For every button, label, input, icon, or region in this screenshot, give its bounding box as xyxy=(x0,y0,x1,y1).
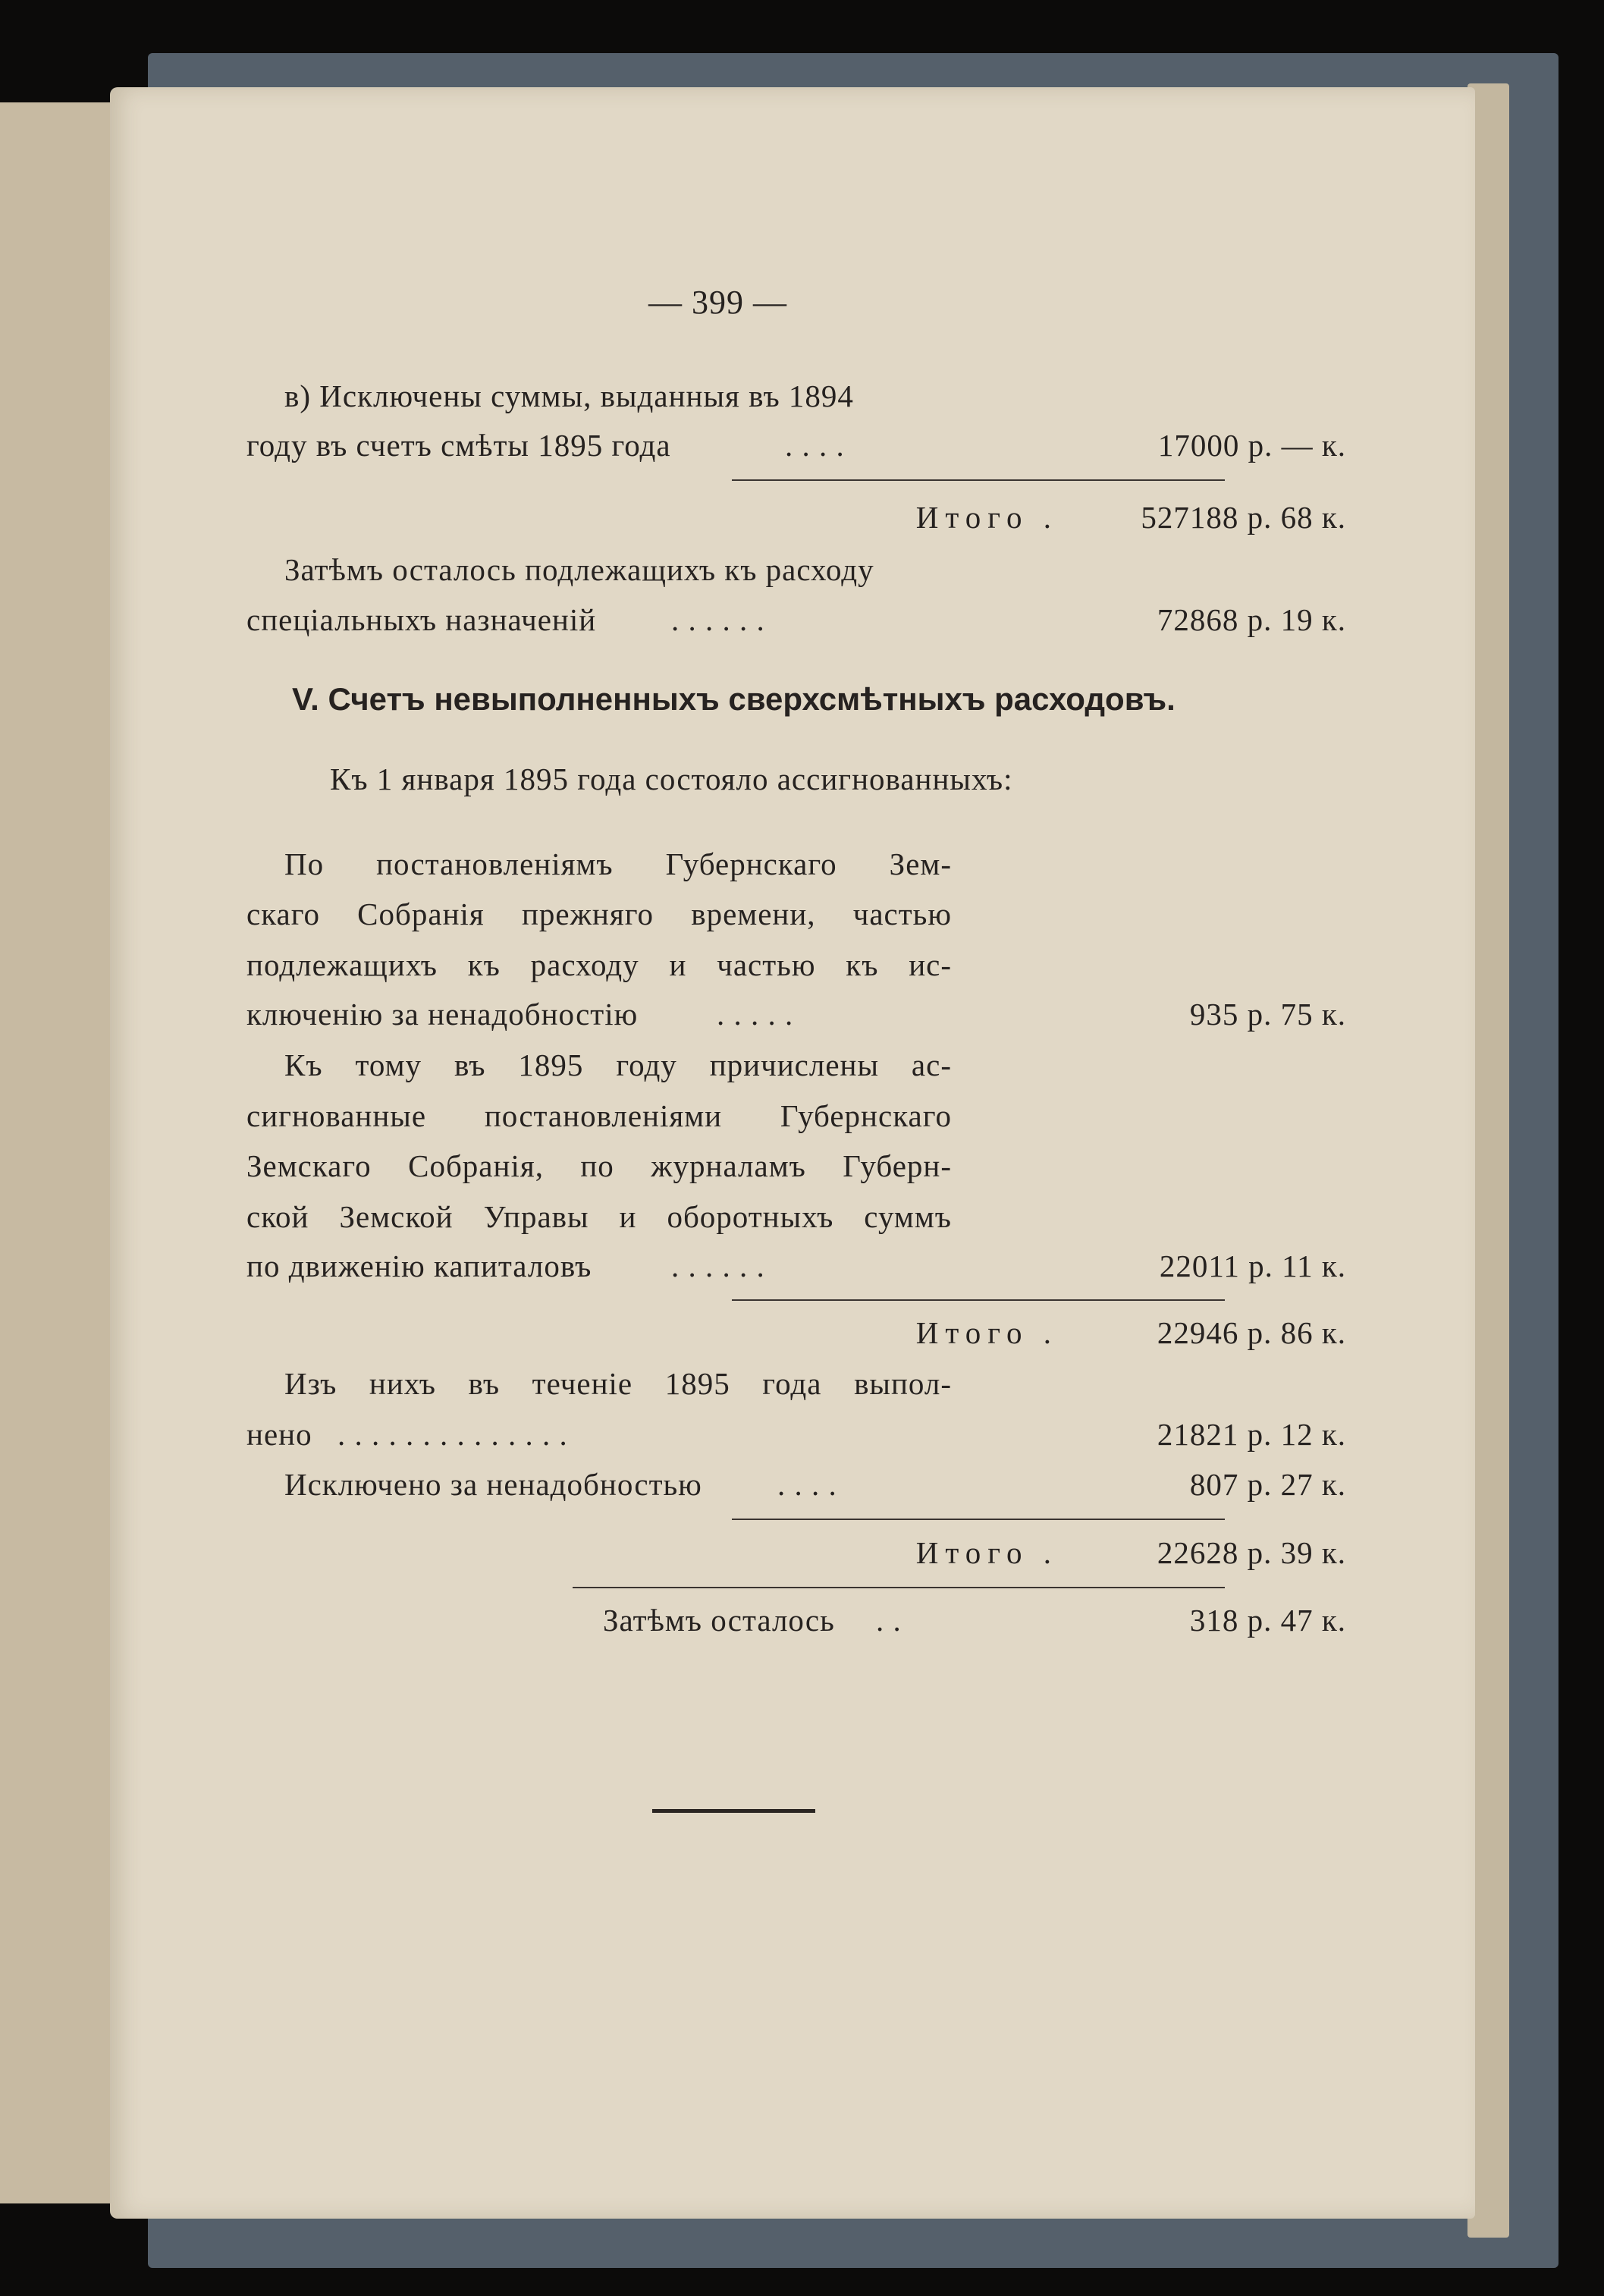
rule-2 xyxy=(732,1299,1225,1301)
facing-page xyxy=(0,102,114,2203)
rule-3 xyxy=(732,1519,1225,1520)
prior-amount: 935 р. 75 к. xyxy=(1189,997,1346,1032)
total-2-amount: 22946 р. 86 к. xyxy=(1157,1315,1346,1350)
fulfilled-leaders: . . . . . . . . . . . . . . xyxy=(337,1417,568,1452)
excluded-unneeded-label: Исключено за ненадобностью xyxy=(284,1467,702,1502)
section-heading: V. Счетъ невыполненныхъ сверхсмѣтныхъ расходовъ. xyxy=(292,681,1176,717)
excluded-leaders: . . . . xyxy=(785,428,845,463)
added-line-3: Земскаго Собранія, по журналамъ Губерн- xyxy=(246,1148,952,1183)
book-page xyxy=(110,87,1475,2219)
total-3-amount: 22628 р. 39 к. xyxy=(1157,1535,1346,1570)
remaining-final-leaders: . . xyxy=(876,1603,902,1638)
prior-leaders: . . . . . xyxy=(717,997,794,1032)
page-number: — 399 — xyxy=(648,284,787,321)
excluded-line-2: году въ счетъ смѣты 1895 года xyxy=(246,428,671,463)
remaining-special-line-2: спеціальныхъ назначеній xyxy=(246,602,597,637)
added-line-4: ской Земской Управы и оборотныхъ суммъ xyxy=(246,1199,952,1234)
remaining-special-amount: 72868 р. 19 к. xyxy=(1157,602,1346,637)
added-leaders: . . . . . . xyxy=(671,1249,765,1283)
prior-line-1: По постановленіямъ Губернскаго Зем- xyxy=(284,846,952,881)
remaining-special-leaders: . . . . . . xyxy=(671,602,765,637)
fulfilled-line-2: нено xyxy=(246,1417,312,1452)
total-3-label: Итого . xyxy=(915,1535,1058,1570)
intro-line: Къ 1 января 1895 года состояло ассигнованныхъ: xyxy=(330,762,1013,796)
remaining-final-amount: 318 р. 47 к. xyxy=(1189,1603,1346,1638)
added-line-1: Къ тому въ 1895 году причислены ас- xyxy=(284,1047,952,1082)
total-2-label: Итого . xyxy=(915,1315,1058,1350)
prior-line-2: скаго Собранія прежняго времени, частью xyxy=(246,897,952,931)
closing-rule xyxy=(652,1809,815,1813)
total-1-amount: 527188 р. 68 к. xyxy=(1141,500,1346,535)
added-line-5: по движенію капиталовъ xyxy=(246,1249,592,1283)
prior-line-3: подлежащихъ къ расходу и частью къ ис- xyxy=(246,947,952,982)
added-line-2: сигнованные постановленіями Губернскаго xyxy=(246,1098,952,1133)
total-1-label: Итого . xyxy=(915,500,1058,535)
fulfilled-amount: 21821 р. 12 к. xyxy=(1157,1417,1346,1452)
fulfilled-line-1: Изъ нихъ въ теченіе 1895 года выпол- xyxy=(284,1366,952,1401)
remaining-final-label: Затѣмъ осталось xyxy=(603,1603,835,1638)
excluded-amount: 17000 р. — к. xyxy=(1157,428,1346,463)
added-amount: 22011 р. 11 к. xyxy=(1159,1249,1346,1283)
remaining-special-line-1: Затѣмъ осталось подлежащихъ къ расходу xyxy=(284,552,874,587)
excluded-line-1: в) Исключены суммы, выданныя въ 1894 xyxy=(284,378,854,413)
excluded-unneeded-leaders: . . . . xyxy=(777,1467,837,1502)
rule-1 xyxy=(732,479,1225,481)
rule-4 xyxy=(573,1587,1225,1588)
prior-line-4: ключенію за ненадобностію xyxy=(246,997,639,1032)
excluded-unneeded-amount: 807 р. 27 к. xyxy=(1189,1467,1346,1502)
